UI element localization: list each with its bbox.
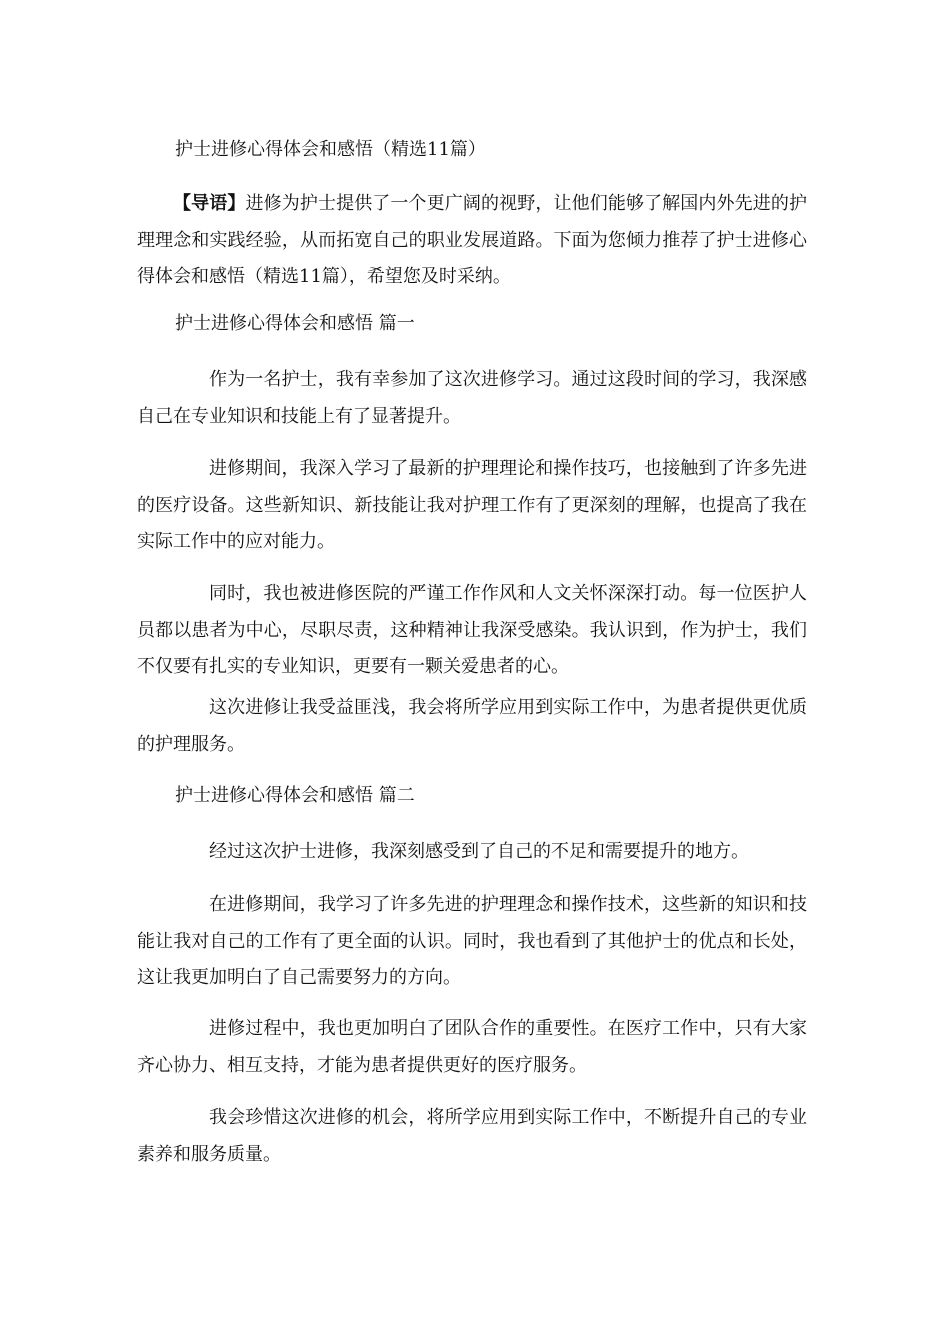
section-1-paragraph-3: 同时，我也被进修医院的严谨工作作风和人文关怀深深打动。每一位医护人员都以患者为中心，尽职尽责，这种精神让我深受感染。我认识到，作为护士，我们不仅要有扎实的专业知识，更要有一颗关爱患者的心。 [137,583,807,677]
intro-text: 进修为护士提供了一个更广阔的视野，让他们能够了解国内外先进的护理理念和实践经验，从而拓宽自己的职业发展道路。下面为您倾力推荐了护士进修心得体会和感悟（精选11篇），希望您及时采纳。 [137,193,808,287]
section-2-paragraph-1: 经过这次护士进修，我深刻感受到了自己的不足和需要提升的地方。 [209,841,749,862]
section-1-paragraph-4: 这次进修让我受益匪浅，我会将所学应用到实际工作中，为患者提供更优质的护理服务。 [137,697,807,755]
intro-paragraph [137,186,807,296]
document-title: 护士进修心得体会和感悟（精选11篇） [175,139,486,160]
section-2-paragraph-2: 在进修期间，我学习了许多先进的护理理念和操作技术，这些新的知识和技能让我对自己的工作有了更全面的认识。同时，我也看到了其他护士的优点和长处，这让我更加明白了自己需要努力的方向。 [137,894,807,988]
intro-lead-label: 【导语】 [173,193,246,214]
section-heading-2: 护士进修心得体会和感悟 篇二 [175,785,415,806]
section-1-paragraph-1: 作为一名护士，我有幸参加了这次进修学习。通过这段时间的学习，我深感自己在专业知识和技能上有了显著提升。 [137,369,807,427]
section-2-paragraph-3: 进修过程中，我也更加明白了团队合作的重要性。在医疗工作中，只有大家齐心协力、相互支持，才能为患者提供更好的医疗服务。 [137,1018,807,1076]
section-2-paragraph-4: 我会珍惜这次进修的机会，将所学应用到实际工作中，不断提升自己的专业素养和服务质量。 [137,1107,807,1165]
section-1-paragraph-2: 进修期间，我深入学习了最新的护理理论和操作技巧，也接触到了许多先进的医疗设备。这些新知识、新技能让我对护理工作有了更深刻的理解，也提高了我在实际工作中的应对能力。 [137,458,807,552]
section-heading-1: 护士进修心得体会和感悟 篇一 [175,313,415,334]
